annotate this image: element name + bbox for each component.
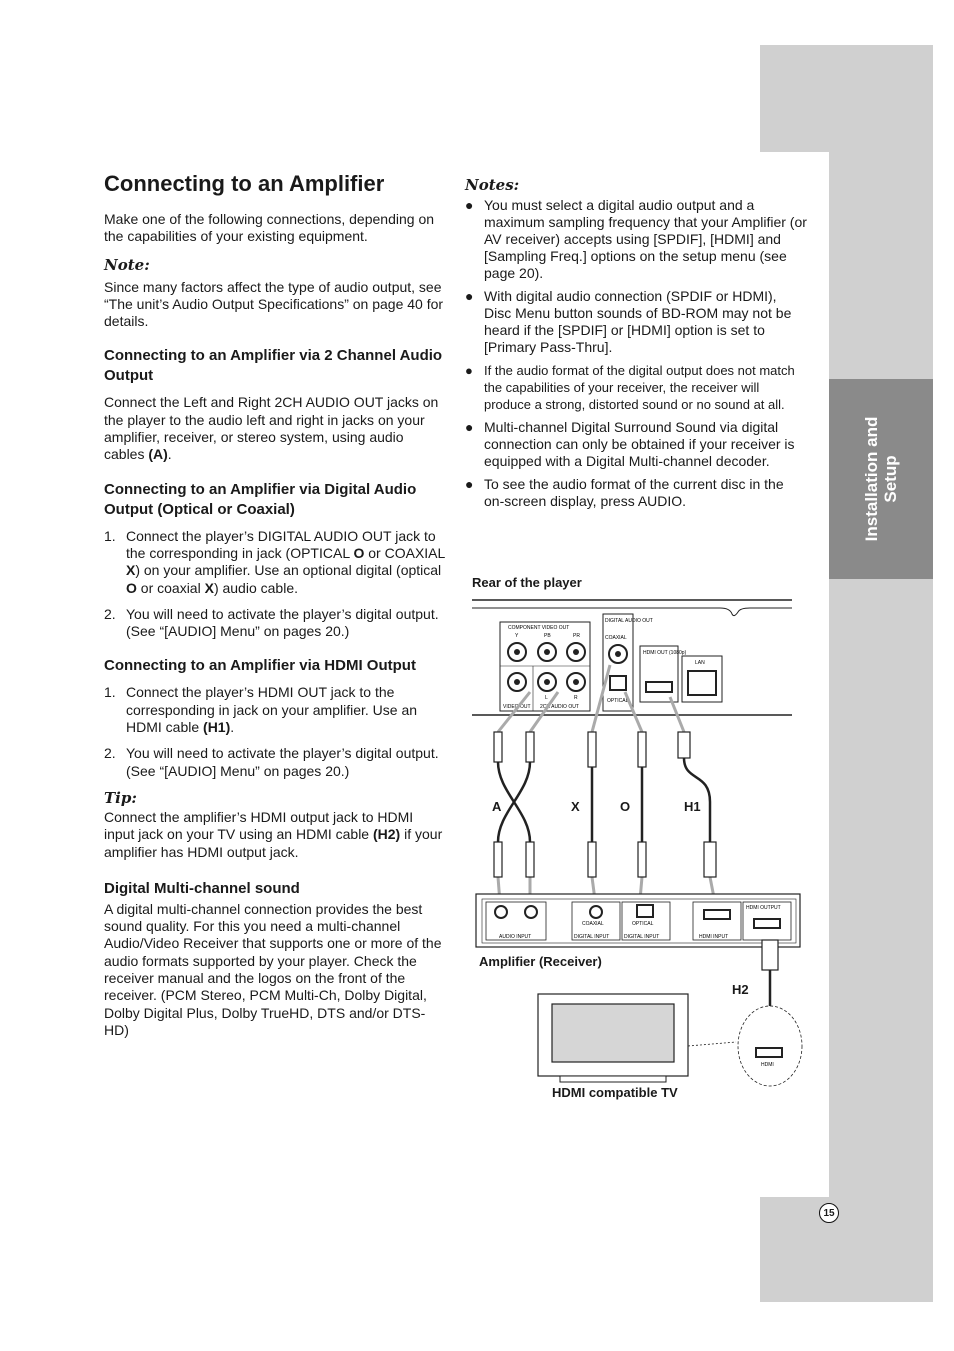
sidebar-top-panel — [760, 45, 933, 152]
notes-title: Notes: — [465, 176, 520, 194]
list-item — [465, 419, 807, 470]
coaxial-in-label: COAXIAL — [582, 921, 604, 927]
intro-text: Make one of the following connections, depending on the capabilities of your existing equipment. — [104, 211, 435, 245]
rear-of-player-label: Rear of the player — [472, 575, 582, 590]
audio-in-r-jack-icon — [525, 906, 537, 918]
step-number: 1. — [104, 684, 116, 701]
cable-o-ref: O — [353, 544, 365, 561]
diagram-drawing — [470, 572, 810, 1107]
section-hdmi-steps — [104, 684, 446, 779]
step-text — [126, 684, 446, 736]
step-part: Connect the player’s HDMI OUT jack to the corresponding in jack on your amplifier. Use an HDMI cable — [126, 684, 418, 736]
page-number: 15 — [819, 1203, 839, 1223]
cable-h2-ref: (H2) — [373, 826, 401, 843]
cable-a-icon — [494, 732, 534, 877]
hdmi-out-label: HDMI OUT (1080p) — [643, 650, 687, 656]
list-item — [465, 197, 807, 282]
note-text: Since many factors affect the type of audio output, see “The unit’s Audio Output Specifications” on page 40 for details. — [104, 278, 444, 330]
cable-o-ref: O — [126, 579, 137, 596]
step-text — [126, 528, 446, 597]
step-text: You will need to activate the player’s digital output. (See “[AUDIO] Menu” on pages 20.) — [126, 605, 439, 640]
cable-h1-label: H1 — [684, 799, 701, 814]
tip-part: Connect the amplifier’s HDMI output jack to HDMI input jack on your TV using an HDMI cable — [104, 808, 414, 843]
list-item — [104, 684, 446, 736]
bullet-icon: ● — [465, 363, 473, 378]
bullet-icon: ● — [465, 288, 474, 304]
digital-input-label-2: DIGITAL INPUT — [624, 934, 660, 940]
note-item-text: You must select a digital audio output and a maximum sampling frequency that your Amplifier (or AV receiver) accepts using [SPDIF], [HDMI] and [Sampling Freq.] options on the setup menu (see page 20). — [484, 197, 807, 281]
amplifier-panel — [476, 894, 800, 947]
section-2ch-title: Connecting to an Amplifier via 2 Channel Audio Output — [104, 347, 443, 385]
2ch-audio-out-label: 2CH AUDIO OUT — [540, 704, 579, 710]
section-tab-label — [862, 417, 900, 542]
digital-input-label-1: DIGITAL INPUT — [574, 934, 610, 940]
tip-title: Tip: — [104, 788, 137, 807]
coaxial-out-label: COAXIAL — [605, 635, 627, 641]
section-tab-line-2: Setup — [881, 455, 900, 503]
optical-out-label: OPTICAL — [607, 698, 629, 704]
pb-label: PB — [544, 633, 551, 639]
audio-input-label: AUDIO INPUT — [499, 934, 532, 940]
note-title: Note: — [104, 255, 150, 274]
cable-h1-icon — [678, 732, 716, 877]
section-hdmi-title: Connecting to an Amplifier via HDMI Output — [104, 657, 416, 675]
step-part: ) on your amplifier. Use an optional digital (optical — [135, 562, 442, 579]
section-digital-steps — [104, 528, 446, 641]
cable-x-label: X — [571, 799, 580, 814]
optical-out-jack-icon — [610, 676, 626, 690]
note-item-text: With digital audio connection (SPDIF or HDMI), Disc Menu button sounds of BD-ROM may not be heard if the [SPDIF] or [HDMI] option is set to [Primary Pass-Thru]. — [484, 288, 792, 355]
list-item — [465, 476, 807, 510]
notes-list — [465, 197, 807, 510]
l-label: L — [545, 695, 548, 701]
hdmi-out-jack-icon — [646, 682, 672, 692]
y-label: Y — [515, 633, 519, 639]
hdmi-output-label: HDMI OUTPUT — [746, 905, 781, 911]
video-out-label: VIDEO OUT — [503, 704, 531, 710]
bullet-icon: ● — [465, 419, 474, 435]
r-label: R — [574, 695, 578, 701]
list-item — [465, 362, 807, 413]
tv-icon — [538, 994, 802, 1086]
cable-h2-label: H2 — [732, 982, 749, 997]
hdmi-input-label: HDMI INPUT — [699, 934, 729, 940]
audio-in-l-jack-icon — [495, 906, 507, 918]
connection-diagram — [470, 572, 810, 1107]
bullet-icon: ● — [465, 476, 474, 492]
optical-in-jack-icon — [637, 905, 653, 917]
cable-x-icon — [588, 732, 596, 877]
section-digital-title: Connecting to an Amplifier via Digital Audio Output (Optical or Coaxial) — [104, 480, 417, 518]
note-item-text: If the audio format of the digital output does not match the capabilities of your receiver, the receiver will produce a strong, distorted sound or no sound at all. — [484, 363, 795, 412]
tip-text — [104, 809, 446, 861]
note-item-text: To see the audio format of the current disc in the on-screen display, press AUDIO. — [484, 476, 784, 509]
cable-x-ref: X — [204, 579, 214, 596]
player-rear-panel — [472, 600, 792, 715]
list-item — [104, 606, 446, 641]
cable-a-label: A — [492, 799, 502, 814]
tip-part: if your amplifier has HDMI output jack. — [104, 826, 443, 860]
component-video-out-label: COMPONENT VIDEO OUT — [508, 625, 570, 631]
section-tab[interactable] — [829, 379, 933, 579]
cable-o-label: O — [620, 799, 631, 814]
cable-x-ref: X — [126, 562, 136, 579]
step-part: Connect the player’s DIGITAL AUDIO OUT jack to the corresponding in jack (OPTICAL — [126, 527, 436, 561]
sidebar-panel — [829, 152, 933, 1197]
coaxial-in-jack-icon — [590, 906, 602, 918]
digital-audio-out-label: DIGITAL AUDIO OUT — [605, 618, 653, 624]
sidebar-bottom-panel — [760, 1197, 933, 1302]
step-part: . — [230, 719, 235, 736]
section-multichannel-text: A digital multi-channel connection provides the best sound quality. For this you need a multi-channel Audio/Video Receiver that supports one or more of the audio formats supported by your player. Check the receiver manual and the logos on the front of the receiver. (PCM Stereo, PCM Multi-Ch, Dolby Digital, Dolby Digital Plus, Dolby TrueHD, DTS and/or DTS-HD) — [104, 900, 442, 1038]
lan-jack-icon — [688, 671, 716, 695]
step-number: 2. — [104, 745, 116, 762]
section-multichannel-title: Digital Multi-channel sound — [104, 879, 300, 897]
step-number: 2. — [104, 605, 116, 622]
list-item — [104, 528, 446, 597]
step-part: or coaxial — [136, 579, 205, 596]
step-number: 1. — [104, 527, 116, 544]
section-2ch-end: . — [167, 446, 172, 463]
optical-in-label: OPTICAL — [632, 921, 654, 927]
cable-o-icon — [638, 732, 646, 877]
tv-hdmi-label: HDMI — [761, 1062, 774, 1068]
step-text: You will need to activate the player’s digital output. (See “[AUDIO] Menu” on pages 20.) — [126, 745, 439, 779]
amplifier-label: Amplifier (Receiver) — [479, 954, 602, 969]
section-2ch-body: Connect the Left and Right 2CH AUDIO OUT jacks on the player to the audio left and right in jacks on your amplifier, receiver, or stereo system, using audio cables — [104, 394, 439, 463]
list-item — [465, 288, 807, 356]
hdmi-in-jack-icon — [704, 910, 730, 919]
bullet-icon: ● — [465, 197, 474, 213]
step-part: or COAXIAL — [364, 544, 445, 561]
section-2ch-text — [104, 394, 446, 463]
left-column — [104, 170, 446, 1039]
hdmi-out-amp-jack-icon — [754, 919, 780, 928]
pr-label: PR — [573, 633, 580, 639]
page-title: Connecting to an Amplifier — [104, 171, 385, 196]
step-part: ) audio cable. — [213, 579, 298, 596]
lan-label: LAN — [695, 660, 705, 666]
cable-h1-ref: (H1) — [203, 719, 231, 736]
note-item-text: Multi-channel Digital Surround Sound via digital connection can only be obtained if your receiver is equipped with a Digital Multi-channel decoder. — [484, 419, 795, 469]
section-tab-line-1: Installation and — [862, 416, 881, 542]
right-column — [465, 176, 807, 516]
tv-label: HDMI compatible TV — [552, 1085, 678, 1100]
list-item — [104, 745, 446, 780]
cable-a-ref: (A) — [148, 446, 168, 463]
tv-hdmi-jack-icon — [756, 1048, 782, 1057]
